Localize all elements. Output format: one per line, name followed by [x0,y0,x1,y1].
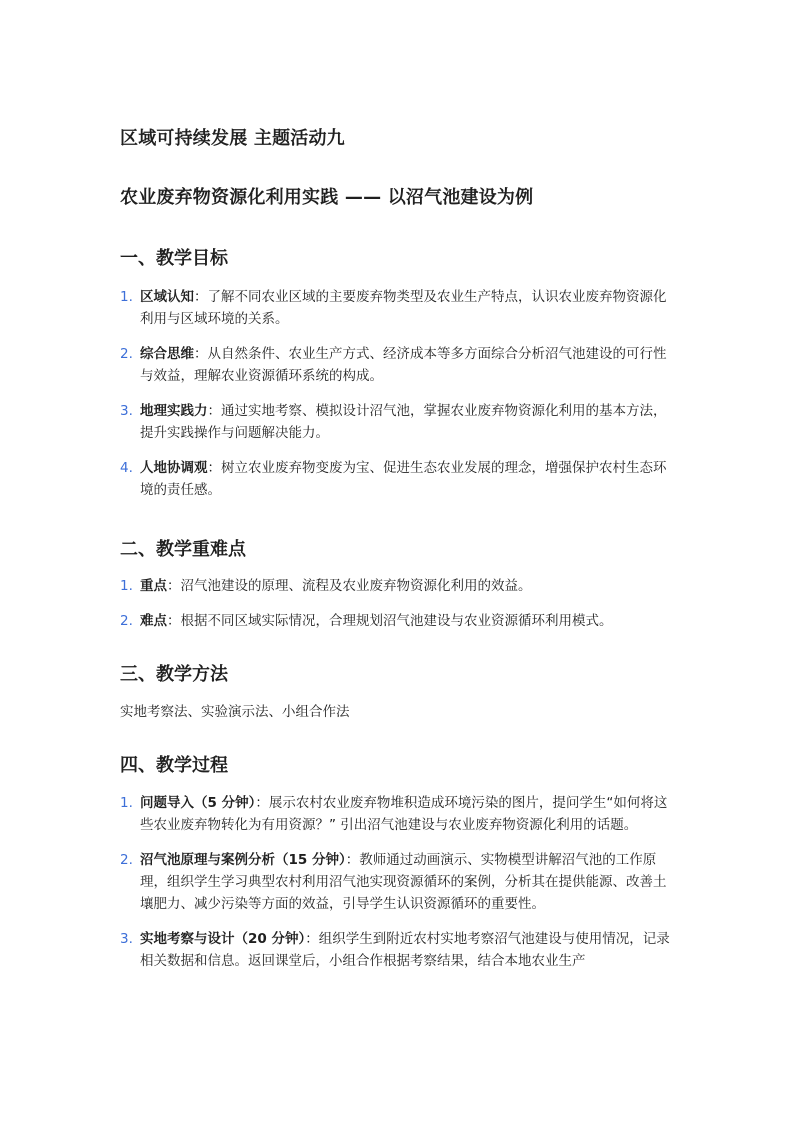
item-label: 人地协调观 [140,460,208,476]
list-number: 2. [120,346,133,362]
list-item [120,610,676,632]
list-item [120,849,676,915]
item-text: 树立农业废弃物变废为宝、促进生态农业发展的理念，增强保护农村生态环境的责任感。 [140,460,667,498]
methods-paragraph: 实地考察法、实验演示法、小组合作法 [120,704,350,720]
item-separator: ： [305,931,319,947]
item-separator: ： [207,460,221,476]
item-separator: ： [345,852,360,868]
objectives-list [120,286,676,514]
section-heading-methods: 三、教学方法 [120,664,228,685]
document-subtitle: 农业废弃物资源化利用实践 —— 以沼气池建设为例 [120,187,534,208]
list-number: 1. [120,795,133,811]
item-label: 区域认知 [140,289,194,305]
item-label: 实地考察与设计（20 分钟） [140,931,306,947]
item-label: 综合思维 [140,346,194,362]
section-heading-process: 四、教学过程 [120,755,228,776]
list-item [120,457,676,501]
list-number: 1. [120,289,133,305]
list-number: 4. [120,460,133,476]
item-label: 沼气池原理与案例分析（15 分钟） [140,852,346,868]
item-separator: ： [167,613,181,629]
item-label: 重点 [140,578,167,594]
section-heading-key-points: 二、教学重难点 [120,539,246,560]
process-list [120,792,676,985]
list-item [120,343,676,387]
list-number: 2. [120,852,133,868]
list-number: 1. [120,578,133,594]
item-text: 教师通过动画演示、实物模型讲解沼气池的工作原理，组织学生学习典型农村利用沼气池实现资源循环的案例，分析其在提供能源、改善土壤肥力、减少污染等方面的效益，引导学生认识资源循环的重要性。 [140,852,667,912]
list-number: 3. [120,403,133,419]
list-number: 3. [120,931,133,947]
item-text: 沼气池建设的原理、流程及农业废弃物资源化利用的效益。 [180,578,532,594]
list-item [120,286,676,330]
item-text: 了解不同农业区域的主要废弃物类型及农业生产特点，认识农业废弃物资源化利用与区域环境的关系。 [140,289,667,327]
item-text: 展示农村农业废弃物堆积造成环境污染的图片，提问学生“如何将这些农业废弃物转化为有用资源？” 引出沼气池建设与农业废弃物资源化利用的话题。 [140,795,668,833]
item-separator: ： [194,346,208,362]
list-item [120,575,676,597]
item-separator: ： [255,795,269,811]
item-text: 根据不同区域实际情况，合理规划沼气池建设与农业资源循环利用模式。 [180,613,613,629]
item-text: 从自然条件、农业生产方式、经济成本等多方面综合分析沼气池建设的可行性与效益，理解农业资源循环系统的构成。 [140,346,667,384]
list-item [120,400,676,444]
item-text: 组织学生到附近农村实地考察沼气池建设与使用情况，记录相关数据和信息。返回课堂后，小组合作根据考察结果，结合本地农业生产 [140,931,670,969]
item-text: 通过实地考察、模拟设计沼气池，掌握农业废弃物资源化利用的基本方法，提升实践操作与问题解决能力。 [140,403,667,441]
list-item [120,928,676,972]
section-heading-objectives: 一、教学目标 [120,248,228,269]
item-separator: ： [207,403,221,419]
item-separator: ： [167,578,181,594]
item-separator: ： [194,289,208,305]
item-label: 问题导入（5 分钟） [140,795,256,811]
item-label: 难点 [140,613,167,629]
list-item [120,792,676,836]
document-title: 区域可持续发展 主题活动九 [120,128,345,149]
list-number: 2. [120,613,133,629]
key-points-list [120,575,676,645]
item-label: 地理实践力 [140,403,208,419]
